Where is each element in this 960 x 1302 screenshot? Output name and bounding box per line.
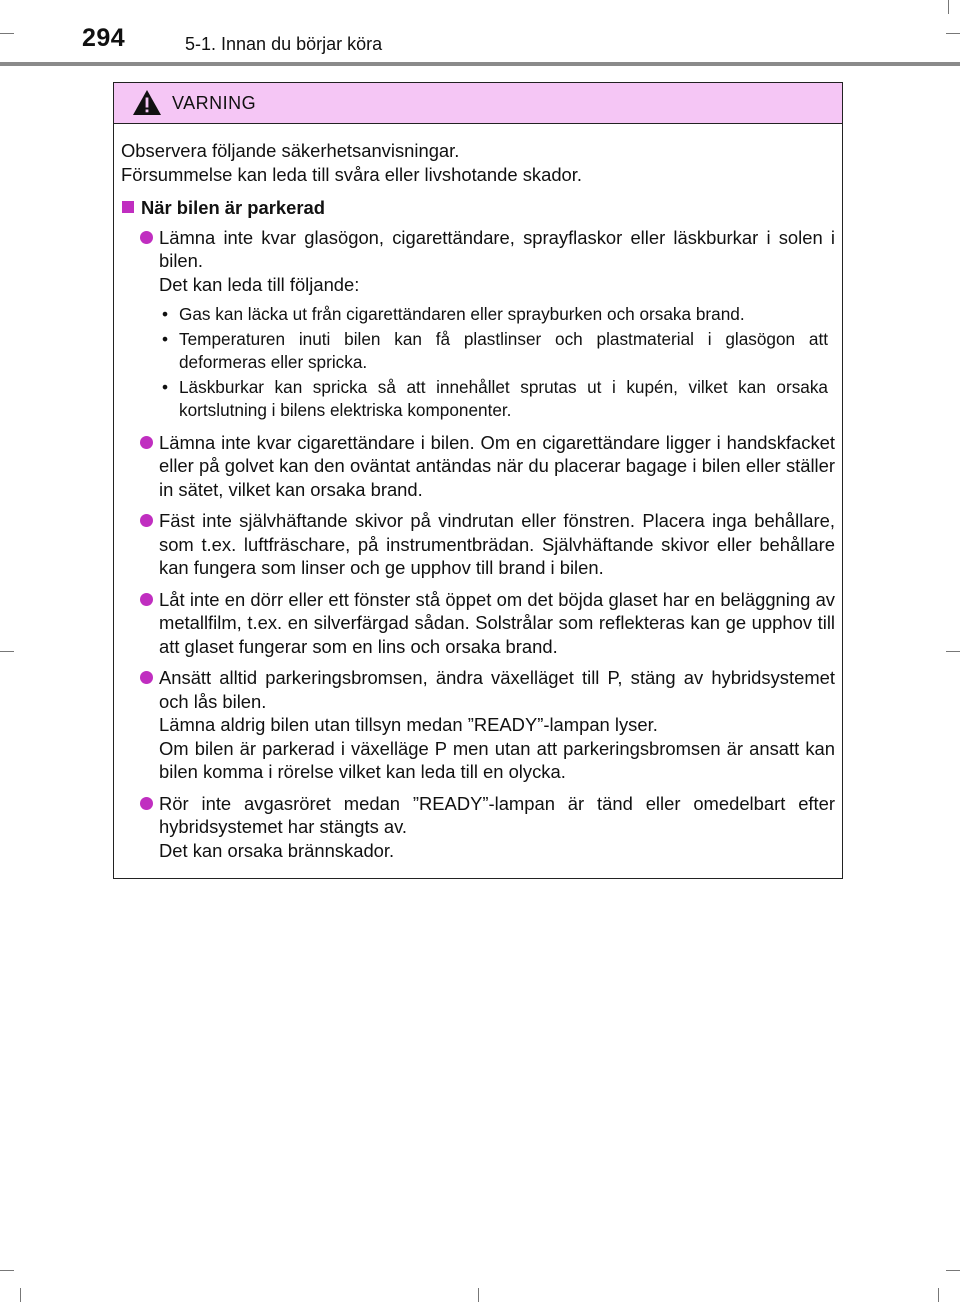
square-marker-icon xyxy=(122,201,134,213)
list-item xyxy=(121,431,835,502)
item-text: Fäst inte självhäftande skivor på vindrutan eller fönstren. Placera inga behållare, som t.ex. luftfräschare, på instrumentbrädan. Självhäftande skivor eller behållare kan fungera som linser och ge upphov till brand i bilen. xyxy=(159,510,835,578)
intro-line: Försummelse kan leda till svåra eller livshotande skador. xyxy=(121,163,582,185)
sub-bullet-text: Temperaturen inuti bilen kan få plastlinser och plastmaterial i glasögon att deformeras eller spricka. xyxy=(179,328,828,372)
warning-title: VARNING xyxy=(172,93,257,113)
item-text: Lämna aldrig bilen utan tillsyn medan ”READY”-lampan lyser. xyxy=(159,714,658,735)
sub-bullet xyxy=(159,328,835,375)
list-item xyxy=(121,666,835,784)
item-text: Det kan leda till följande: xyxy=(159,273,360,295)
sub-bullet-text: Gas kan läcka ut från cigarettändaren eller sprayburken och orsaka brand. xyxy=(179,304,745,324)
warning-triangle-icon xyxy=(132,89,162,116)
header-divider xyxy=(0,62,960,66)
list-item xyxy=(121,226,835,423)
round-bullet-icon xyxy=(140,436,153,449)
crop-mark xyxy=(0,651,14,652)
item-text: Det kan orsaka brännskador. xyxy=(159,839,395,861)
subheading-text: När bilen är parkerad xyxy=(141,197,325,218)
page-header xyxy=(0,0,960,70)
round-bullet-icon xyxy=(140,797,153,810)
item-text: Ansätt alltid parkeringsbromsen, ändra växelläget till P, stäng av hybridsystemet och lås bilen. xyxy=(159,667,835,712)
crop-mark xyxy=(0,1270,14,1271)
bullet-dot-icon: • xyxy=(162,376,169,397)
subheading xyxy=(121,196,835,220)
item-text: Om bilen är parkerad i växelläge P men utan att parkeringsbromsen är ansatt kan bilen komma i rörelse vilket kan leda till en olycka. xyxy=(159,737,835,782)
round-bullet-icon xyxy=(140,514,153,527)
item-text: Lämna inte kvar cigarettändare i bilen. Om en cigarettändare ligger i handskfacket eller på golvet kan den oväntat antändas när du placerar bagage i bilen eller ställer in sätet, vilket kan orsaka brand. xyxy=(159,431,835,500)
round-bullet-icon xyxy=(140,231,153,244)
warning-body xyxy=(114,124,842,862)
crop-mark xyxy=(938,1288,939,1302)
list-item xyxy=(121,588,835,659)
bullet-dot-icon: • xyxy=(162,304,169,324)
page-number: 294 xyxy=(82,24,126,52)
item-text: Rör inte avgasröret medan ”READY”-lampan är tänd eller omedelbart efter hybridsystemet har stängts av. xyxy=(159,792,835,837)
item-text: Lämna inte kvar glasögon, cigarettändare, sprayflaskor eller läskburkar i solen i bilen. xyxy=(159,226,835,271)
section-title: 5-1. Innan du börjar köra xyxy=(185,34,383,54)
round-bullet-icon xyxy=(140,671,153,684)
crop-mark xyxy=(946,651,960,652)
sub-bullet xyxy=(159,376,835,423)
crop-mark xyxy=(946,1270,960,1271)
bullet-dot-icon: • xyxy=(162,328,169,349)
list-item xyxy=(121,509,835,580)
list-item xyxy=(121,792,835,863)
round-bullet-icon xyxy=(140,593,153,606)
warning-header xyxy=(114,83,842,124)
crop-mark xyxy=(20,1288,21,1302)
crop-mark xyxy=(478,1288,479,1302)
item-text: Låt inte en dörr eller ett fönster stå öppet om det böjda glaset har en beläggning av metallfilm, t.ex. en silverfärgad sådan. Solstrålar som reflekteras kan ge upphov till att glaset fungerar som en lins och orsaka brand. xyxy=(159,588,835,657)
intro-line: Observera följande säkerhetsanvisningar. xyxy=(121,140,460,161)
sub-bullet-list xyxy=(159,303,835,423)
sub-bullet xyxy=(159,303,835,327)
sub-bullet-text: Läskburkar kan spricka så att innehållet sprutas ut i kupén, vilket kan orsaka kortslutning i bilens elektriska komponenter. xyxy=(179,376,828,420)
warning-box xyxy=(113,82,843,879)
warning-intro xyxy=(121,139,835,186)
